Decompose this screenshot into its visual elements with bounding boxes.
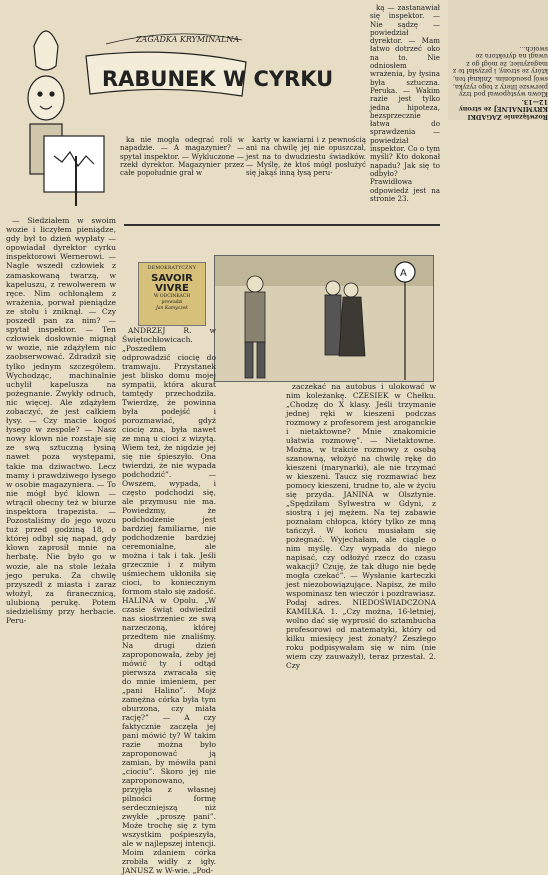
top-right-text: ką — zastanawiał się inspektor. — Nie sądzę — powiedział dyrektor. — Mam łatwo dotrzeć oko na to. Nie odniosłem wrażenia, by łysina była sztuczna. Peruka. — Wakim razie jest tylko jedna hipoteza, bezsprzecznie łatwa do sprawdzenia — powiedział inspektor. Co o tym myśli? Kto dokonał napadu? Jak się to odbyło? Prawidłowa odpowiedź jest na stronie 23. [370,3,440,203]
sidebar-solution [448,0,548,120]
top-right-column [370,3,440,203]
section-divider [124,224,440,226]
top-middle-col1 [120,136,244,208]
top-middle-text-1: ka nie mogła odegrać roli w napadzie. — A magazynier? — spytał inspektor. — Wykluczone — rzekł dyrektor. Magazynier przez całe popołudnie grał w [120,135,244,178]
badge-line3: W ODCINKACH [153,294,191,299]
badge-line1: DEMOKRATYCZNY [147,266,197,271]
badge-line5: Jan Kamyczek [156,306,188,311]
column-title-badge [138,262,206,326]
article-right [286,382,436,800]
badge-line4: prowadzi [161,300,183,305]
left-column-text: — Siedziałem w swoim wozie i liczyłem pieniądze, gdy był to dzień wypłaty — opowiadał dyrektor cyrku inspektorowi Wernerowi. — Nagle wszedł człowiek z zamaskowaną twarzą, w kapeluszu, z rewolwerem w ręce. Nim ochłonąłem z wrażenia, porwał pieniądze ze stołu i zniknął. — Czy poszedł pan za nim? — spytał inspektor. — Ten człowiek dosłownie mignął w wozie, nie zdążyłem nic zaobserwować. Zdradził się tylko jednym szczegółem. Wychodząc, machinalnie uchylił kapelusza na pożegnanie. Zwykły odruch, nic więcej. Ale zdążyłem zobaczyć, że jest całkiem łysy. — Czy macie kogoś łysego w zespole? — Nasz nowy klown nie rozstaje się ze swą sztuczną łysiną nawet poza występami, takie ma dziwactwo. Lecz mamy i prawdziwego łysego w osobie magazyniera. — To nie mógł być klown — wtrącił obecny też w biurze inspektora trapezista. — Pozostaliśmy do jego wozu tuż przed godziną 18, o której odbył się napad, gdy klown zaprosił mnie na herbatę. Nie było go w wozie, ale na stole leżała jego peruka. Za chwilę przyszedł z miasta i zaraz włożył, za firanecznicą, ulubioną perukę. Potem siedzieliśmy przy herbacie. Peru- [6,216,116,626]
page-title: RABUNEK W CYRKU [102,67,334,91]
top-middle-text-2: karty w kawiarni i z pewnością ani na chwilę jej nie opuszczał, jest na to dwudziestu świadków. — Myślę, że ktoś mógł posłużyć się jakąś inną łysą peru- [246,135,366,178]
top-middle-col2 [246,136,366,208]
left-column [6,216,116,796]
series-label: ZAGADKA KRYMINALNA [136,35,240,44]
badge-line2: SAVOIR VIVRE [151,273,193,294]
article-middle [122,326,216,875]
article-middle-text: ANDRZEJ R. w Świętochłowicach. „Poszedłem odprowadzić ciocię do tramwaju. Przystanek jest blisko domu mojej sympatii, która akurat tamtędy przechodziła. Twierdzę, że powinna była podejść i porozmawiać, gdyż ciocię zna, była nawet ze mną u cioci z wizytą. Wiem też, że nigdzie jej się nie śpieszyło. Ona twierdzi, że nie wypada podchodzić”. — Owszem, wypada, i często podchodzi się, ale przymusu nie ma. Powiedzmy, że podchodzenie jest bardziej familiarne, nie podchodzenie bardziej ceremonialne, ale można i tak i tak. Jeśli grzecznie i z miłym uśmiechem ukłoniła się cioci, to koniecznym formom stało się zadość. HALINA w Opolu. „W czasie świąt odwiedził nas siostrzeniec ze swą narzeczoną, której przedtem nie znaliśmy. Na drugi dzień zaproponowała, żeby jej mówić ty i odtąd pierwsza zwracała się do mnie imieniem, per „pani Halino”. Mojż zamężna córka była tym oburzona, czy miała rację?” — A czy faktycznie zaczęła jej pani mówić ty? W takim razie można było zaproponować ją zamian, by mówiła pani „ciociu”. Skoro jej nie zaproponowano, przyjęła z własnej pilności formę serdeczniejszą niż zwykłe „proszę pani”. Może trochę się z tym wszystkim pośpieszyła, ale w najlepszej intencji. Moim zdaniem córka zrobiła widły z igły. JANUSZ w W-wie. „Pod- [122,326,216,875]
article-right-text: zaczekać na autobus i ulokować w nim koleżankę. CZESIEK w Chełku. „Chodzę do X klasy. Jeśli trzymanie jednej ręki w kieszeni podczas rozmowy z profesorem jest aroganckie i nietaktowne? Mnie znakomicie ułatwia rozmowę”. — Nietaktowne. Można, w trakcie rozmowy z osobą szanowną, włożyć na chwilę rękę do kieszeni (marynarki), ale nie trzymać w kieszeni. Taucz się rozmawiać bez pomocy kieszeni, trudne to, ale w życiu się przyda. JANINA w Olsztynie. „Spędziłam Sylwestra w Gdyni, z siostrą i jej mężem. Na tej zabawie poznałam chłopca, który tylko ze mną tańczył. W końcu musiałam się pożegnać. Wyjechałam, ale ciągle o nim myślę. Czy wypada do niego napisać, czy odłożyć rzecz do czasu wakacji? Czuję, że tak długo nie będę mogła czekać”. — Wysłanie karteczki jest niezobowiązujące. Napisz, że miło wspominasz ten wieczór i pozdrawiasz. Podaj adres. NIEDOŚWIADCZONA KAMILKA. 1. „Czy można, 16-letniej, wolno dać się wyprosić do sztambucha profesorowi od matematyki, który od kilku miesięcy jest żonaty? Zeszłego roku podpisywałam się w nim (nie wiem czy zauważył), teraz przestał. 2. Czy [286,382,436,670]
svg-text:A: A [400,268,407,279]
sidebar-text: Klown występował pod trzy pierwsze litery z tego ryzyka, swój pseudonim. Zniknął ten, który ze strony, i przysłał te z magazynier, że mógł go z uwagi na dyrektora ze swoich... [452,44,548,99]
couple-illustration [214,255,434,382]
sidebar-heading: Rozwiązanie ZAGADKI KRYMINALNEJ ze strony 12—13. [458,97,548,121]
